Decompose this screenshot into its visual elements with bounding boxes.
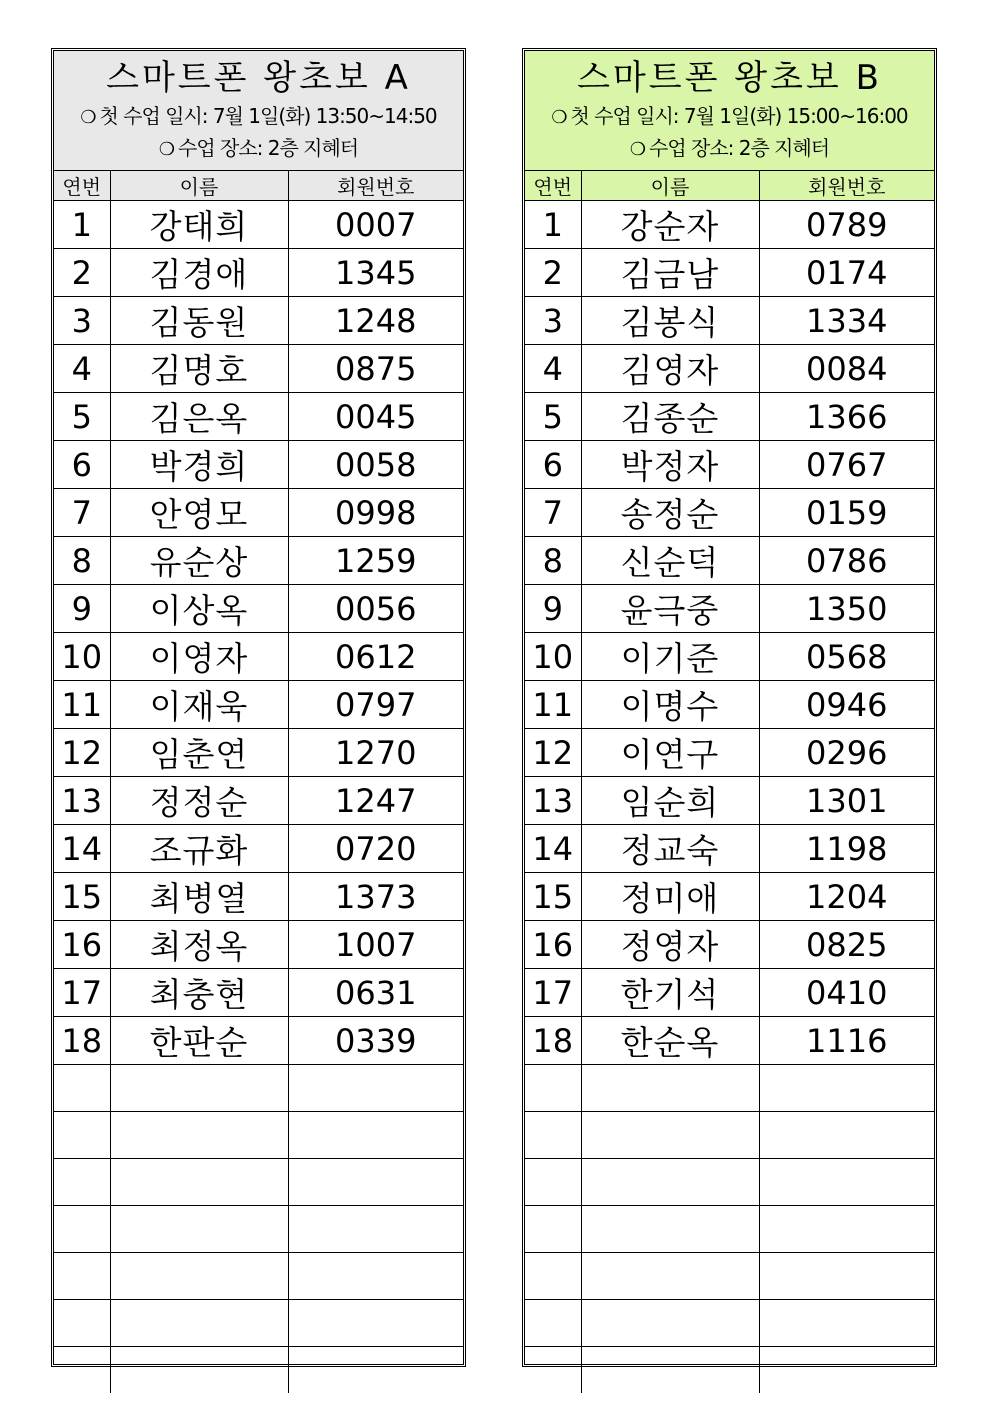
class-b-header: [525, 51, 934, 171]
member-id: 1350: [759, 585, 934, 633]
row-number: [54, 1300, 110, 1347]
member-id: [759, 1159, 934, 1206]
row-number: 18: [54, 1017, 110, 1065]
table-row: [54, 921, 463, 969]
member-name: 이명수: [581, 681, 759, 729]
member-id: 0789: [759, 201, 934, 249]
member-id: 1204: [759, 873, 934, 921]
member-name: 최병열: [110, 873, 288, 921]
table-row: [54, 1206, 463, 1253]
member-id: 0410: [759, 969, 934, 1017]
member-id: 1198: [759, 825, 934, 873]
row-number: 6: [54, 441, 110, 489]
table-row: [525, 777, 934, 825]
table-row: [54, 1300, 463, 1347]
bullet-icon: ❍: [551, 107, 567, 128]
class-a-title: 스마트폰 왕초보 A: [106, 58, 411, 98]
class-b-title: 스마트폰 왕초보 B: [577, 58, 882, 98]
member-name: [110, 1300, 288, 1347]
member-id: 1334: [759, 297, 934, 345]
row-number: 3: [525, 297, 581, 345]
table-row: [525, 921, 934, 969]
row-number: [525, 1065, 581, 1112]
member-id: 0007: [288, 201, 463, 249]
row-number: 7: [525, 489, 581, 537]
row-number: 11: [525, 681, 581, 729]
member-name: 정정순: [110, 777, 288, 825]
row-number: 4: [525, 345, 581, 393]
member-id: [288, 1112, 463, 1159]
table-row: [525, 825, 934, 873]
member-id: 0631: [288, 969, 463, 1017]
column-header-number: 연번: [525, 171, 581, 201]
member-name: 김영자: [581, 345, 759, 393]
row-number: 4: [54, 345, 110, 393]
row-number: [54, 1253, 110, 1300]
member-id: 0797: [288, 681, 463, 729]
table-row: [54, 585, 463, 633]
table-row: [525, 393, 934, 441]
member-name: 이영자: [110, 633, 288, 681]
member-name: 김은옥: [110, 393, 288, 441]
bullet-icon: ❍: [80, 107, 96, 128]
row-number: 13: [525, 777, 581, 825]
member-name: [581, 1112, 759, 1159]
table-row: [54, 873, 463, 921]
member-id: 1247: [288, 777, 463, 825]
row-number: 9: [54, 585, 110, 633]
row-number: [525, 1206, 581, 1253]
table-row: [54, 825, 463, 873]
member-id: 0767: [759, 441, 934, 489]
member-id: [288, 1159, 463, 1206]
table-row: [525, 1017, 934, 1065]
member-name: 최충현: [110, 969, 288, 1017]
row-number: [54, 1347, 110, 1394]
member-name: 정영자: [581, 921, 759, 969]
class-a-roster-table: [54, 171, 463, 1393]
location-text: 수업 장소: 2층 지혜터: [649, 136, 830, 160]
member-name: [581, 1206, 759, 1253]
row-number: [525, 1159, 581, 1206]
row-number: 18: [525, 1017, 581, 1065]
member-name: 한순옥: [581, 1017, 759, 1065]
class-a-sheet: [51, 48, 466, 1367]
member-name: 김경애: [110, 249, 288, 297]
member-id: 1366: [759, 393, 934, 441]
member-id: 1007: [288, 921, 463, 969]
member-name: 김동원: [110, 297, 288, 345]
member-id: 0998: [288, 489, 463, 537]
row-number: 14: [525, 825, 581, 873]
class-a-header: [54, 51, 463, 171]
row-number: 15: [525, 873, 581, 921]
table-row: [525, 969, 934, 1017]
member-id: [288, 1253, 463, 1300]
row-number: 5: [54, 393, 110, 441]
member-id: 0786: [759, 537, 934, 585]
row-number: 17: [54, 969, 110, 1017]
member-id: [759, 1206, 934, 1253]
member-name: 정미애: [581, 873, 759, 921]
class-b-location: [525, 133, 934, 165]
member-name: 한판순: [110, 1017, 288, 1065]
member-name: [581, 1065, 759, 1112]
member-id: 0339: [288, 1017, 463, 1065]
member-id: [759, 1112, 934, 1159]
table-row: [54, 489, 463, 537]
table-row: [525, 1253, 934, 1300]
member-name: [110, 1253, 288, 1300]
member-name: 이연구: [581, 729, 759, 777]
member-id: 1373: [288, 873, 463, 921]
table-row: [54, 249, 463, 297]
member-name: 신순덕: [581, 537, 759, 585]
row-number: 7: [54, 489, 110, 537]
table-row: [54, 345, 463, 393]
row-number: 2: [54, 249, 110, 297]
member-name: 임춘연: [110, 729, 288, 777]
table-row: [54, 1347, 463, 1394]
row-number: [525, 1347, 581, 1394]
table-row: [525, 345, 934, 393]
table-row: [54, 441, 463, 489]
row-number: 10: [525, 633, 581, 681]
member-name: 조규화: [110, 825, 288, 873]
member-name: 김봉식: [581, 297, 759, 345]
row-number: 13: [54, 777, 110, 825]
column-header-name: 이름: [581, 171, 759, 201]
row-number: 5: [525, 393, 581, 441]
member-name: 유순상: [110, 537, 288, 585]
member-id: 0825: [759, 921, 934, 969]
class-b-schedule: [525, 101, 934, 133]
member-name: 최정옥: [110, 921, 288, 969]
table-row: [525, 729, 934, 777]
member-id: [759, 1300, 934, 1347]
member-name: 강태희: [110, 201, 288, 249]
table-row: [54, 297, 463, 345]
row-number: [54, 1065, 110, 1112]
row-number: [525, 1112, 581, 1159]
member-id: [288, 1065, 463, 1112]
row-number: 17: [525, 969, 581, 1017]
bullet-icon: ❍: [158, 139, 175, 160]
row-number: 10: [54, 633, 110, 681]
member-id: 0056: [288, 585, 463, 633]
table-row: [525, 1112, 934, 1159]
member-name: 김명호: [110, 345, 288, 393]
row-number: [54, 1112, 110, 1159]
table-header-row: [525, 171, 934, 201]
row-number: 3: [54, 297, 110, 345]
member-name: 이기준: [581, 633, 759, 681]
row-number: 16: [54, 921, 110, 969]
table-row: [54, 1112, 463, 1159]
table-row: [54, 1065, 463, 1112]
class-b-roster-table: [525, 171, 934, 1393]
bullet-icon: ❍: [629, 139, 646, 160]
table-row: [54, 969, 463, 1017]
table-row: [525, 873, 934, 921]
member-name: [581, 1159, 759, 1206]
member-id: 1301: [759, 777, 934, 825]
member-name: 한기석: [581, 969, 759, 1017]
column-header-name: 이름: [110, 171, 288, 201]
row-number: [54, 1159, 110, 1206]
member-id: 0720: [288, 825, 463, 873]
row-number: 8: [525, 537, 581, 585]
member-id: [288, 1206, 463, 1253]
table-row: [525, 297, 934, 345]
member-name: [110, 1065, 288, 1112]
member-id: 0568: [759, 633, 934, 681]
member-name: 윤극중: [581, 585, 759, 633]
member-id: 0875: [288, 345, 463, 393]
member-name: [581, 1300, 759, 1347]
row-number: 15: [54, 873, 110, 921]
table-row: [54, 201, 463, 249]
table-row: [525, 201, 934, 249]
table-row: [525, 249, 934, 297]
table-row: [525, 1206, 934, 1253]
member-name: 이재욱: [110, 681, 288, 729]
member-id: 1248: [288, 297, 463, 345]
member-name: 송정순: [581, 489, 759, 537]
table-row: [525, 633, 934, 681]
member-name: 박정자: [581, 441, 759, 489]
row-number: 1: [525, 201, 581, 249]
column-header-number: 연번: [54, 171, 110, 201]
table-row: [54, 1253, 463, 1300]
member-name: 정교숙: [581, 825, 759, 873]
row-number: 1: [54, 201, 110, 249]
table-row: [54, 729, 463, 777]
table-row: [525, 537, 934, 585]
row-number: 16: [525, 921, 581, 969]
row-number: 14: [54, 825, 110, 873]
member-id: 0946: [759, 681, 934, 729]
member-name: [110, 1112, 288, 1159]
table-row: [525, 1300, 934, 1347]
member-id: [288, 1300, 463, 1347]
table-row: [54, 777, 463, 825]
table-row: [525, 1347, 934, 1394]
member-id: [759, 1253, 934, 1300]
member-id: 0084: [759, 345, 934, 393]
table-header-row: [54, 171, 463, 201]
member-name: [110, 1347, 288, 1394]
member-name: 안영모: [110, 489, 288, 537]
member-id: [288, 1347, 463, 1394]
class-a-location: [54, 133, 463, 165]
table-row: [525, 1159, 934, 1206]
row-number: 12: [525, 729, 581, 777]
member-id: 0045: [288, 393, 463, 441]
table-row: [525, 489, 934, 537]
table-row: [525, 1065, 934, 1112]
table-row: [54, 1017, 463, 1065]
member-name: [110, 1159, 288, 1206]
table-row: [525, 681, 934, 729]
table-row: [54, 393, 463, 441]
row-number: 12: [54, 729, 110, 777]
member-id: 1270: [288, 729, 463, 777]
member-id: 0058: [288, 441, 463, 489]
member-id: 0174: [759, 249, 934, 297]
table-row: [525, 585, 934, 633]
row-number: [525, 1300, 581, 1347]
member-name: 박경희: [110, 441, 288, 489]
row-number: 11: [54, 681, 110, 729]
class-b-sheet: [522, 48, 937, 1367]
member-id: 1345: [288, 249, 463, 297]
row-number: [525, 1253, 581, 1300]
table-row: [525, 441, 934, 489]
class-a-schedule: [54, 101, 463, 133]
member-name: [110, 1206, 288, 1253]
member-name: 김종순: [581, 393, 759, 441]
column-header-member-id: 회원번호: [759, 171, 934, 201]
member-name: [581, 1253, 759, 1300]
member-id: 0159: [759, 489, 934, 537]
table-row: [54, 681, 463, 729]
member-id: 1259: [288, 537, 463, 585]
table-row: [54, 1159, 463, 1206]
member-name: [581, 1347, 759, 1394]
row-number: 6: [525, 441, 581, 489]
member-name: 임순희: [581, 777, 759, 825]
member-id: [759, 1347, 934, 1394]
row-number: 2: [525, 249, 581, 297]
row-number: 9: [525, 585, 581, 633]
member-name: 강순자: [581, 201, 759, 249]
member-id: 0296: [759, 729, 934, 777]
location-text: 수업 장소: 2층 지혜터: [178, 136, 359, 160]
table-row: [54, 537, 463, 585]
row-number: 8: [54, 537, 110, 585]
schedule-text: 첫 수업 일시: 7월 1일(화) 13:50~14:50: [99, 104, 437, 128]
column-header-member-id: 회원번호: [288, 171, 463, 201]
member-name: 이상옥: [110, 585, 288, 633]
member-id: [759, 1065, 934, 1112]
member-id: 0612: [288, 633, 463, 681]
table-row: [54, 633, 463, 681]
row-number: [54, 1206, 110, 1253]
member-id: 1116: [759, 1017, 934, 1065]
schedule-text: 첫 수업 일시: 7월 1일(화) 15:00~16:00: [570, 104, 908, 128]
member-name: 김금남: [581, 249, 759, 297]
